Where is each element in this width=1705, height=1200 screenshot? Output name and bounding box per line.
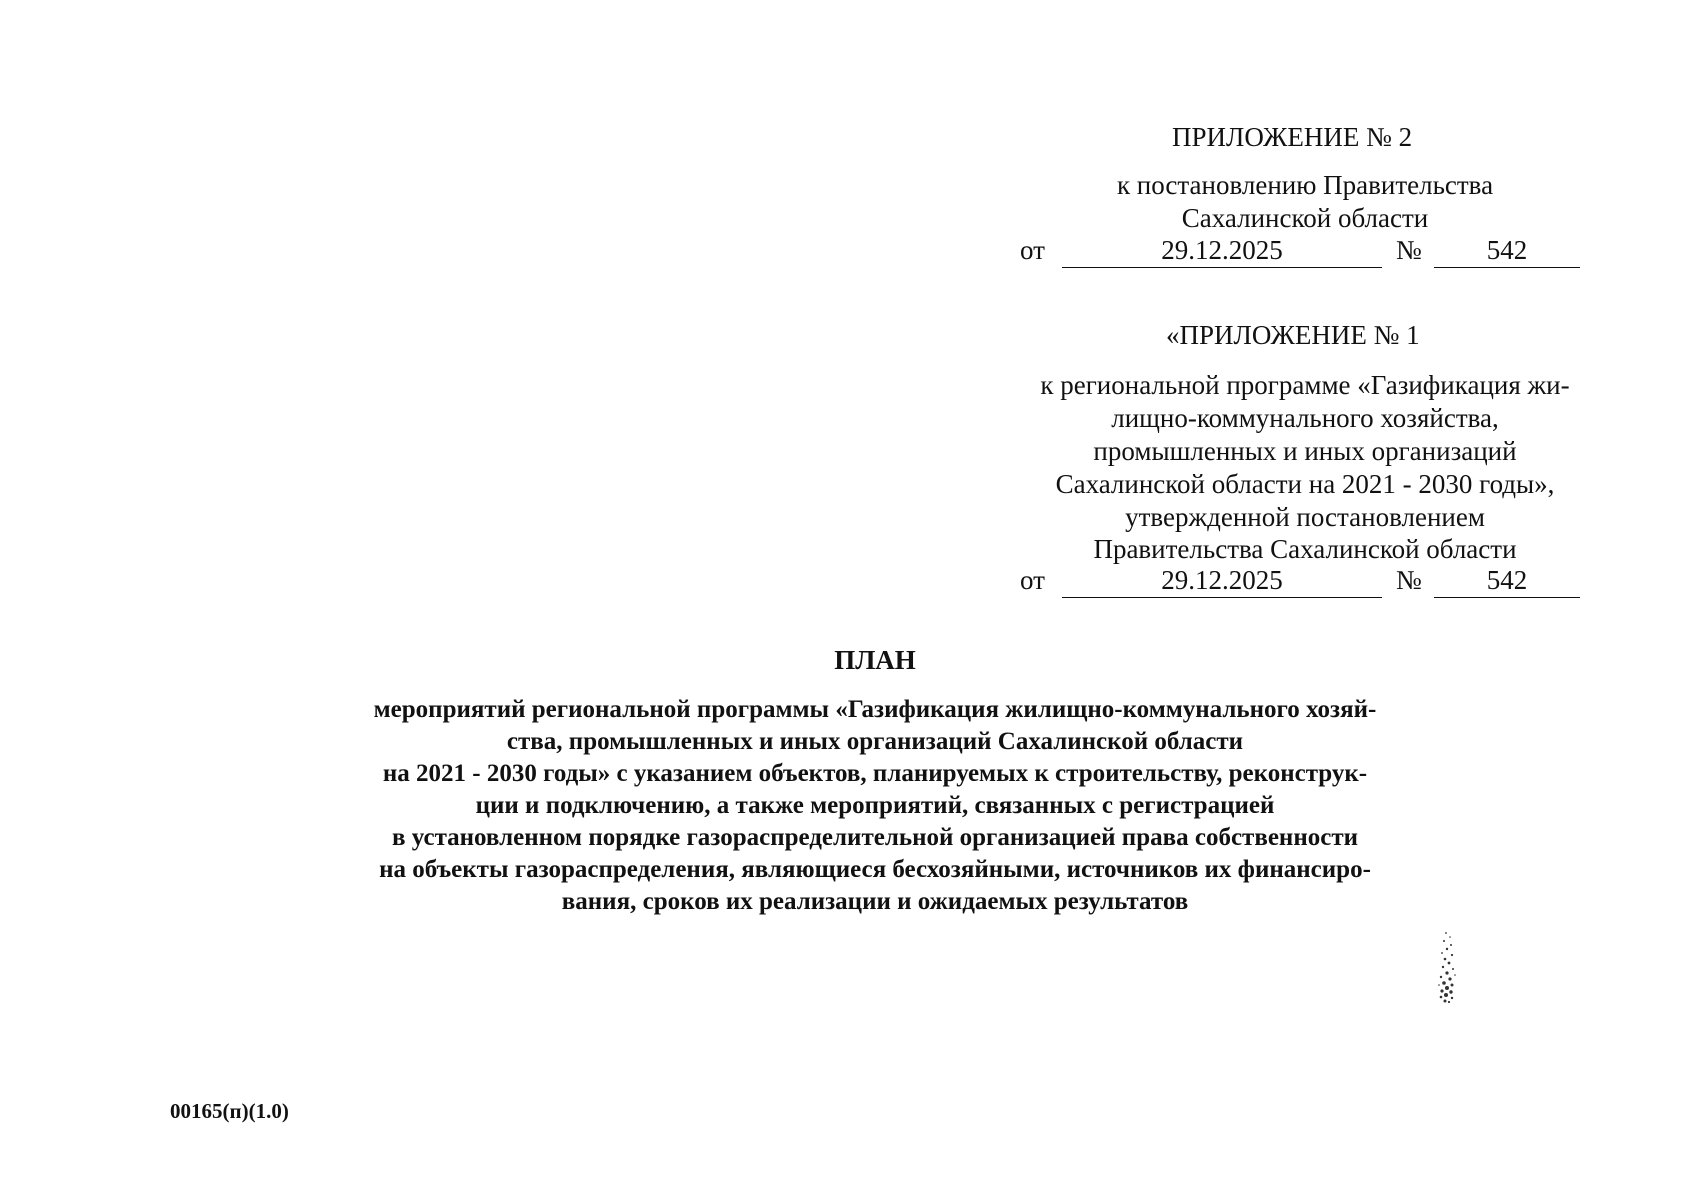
- plan-line-5: в установленном порядке газораспределительной организацией права собственности: [391, 824, 1359, 851]
- date-field: 29.12.2025: [1062, 234, 1382, 268]
- number-field: 542: [1434, 564, 1580, 598]
- date-from-label: от: [1020, 235, 1045, 265]
- number-sign-label: №: [1396, 235, 1422, 265]
- appendix2-date-row: [1020, 234, 1580, 268]
- number-field: 542: [1434, 234, 1580, 268]
- appendix1-line-3: промышленных и иных организаций: [1093, 436, 1517, 466]
- plan-description: [280, 694, 1470, 918]
- appendix2-line-2: Сахалинской области: [1181, 203, 1429, 233]
- number-sign-label: №: [1396, 565, 1422, 595]
- appendix1-line-4: Сахалинской области на 2021 - 2030 годы»,: [1055, 469, 1555, 499]
- appendix2-title: ПРИЛОЖЕНИЕ № 2: [1172, 122, 1413, 152]
- document-code: 00165(п)(1.0): [170, 1099, 289, 1123]
- appendix1-date-row: [1020, 564, 1580, 598]
- plan-line-7: вания, сроков их реализации и ожидаемых результатов: [561, 888, 1189, 915]
- plan-line-1: мероприятий региональной программы «Газификация жилищно-коммунального хозяй-: [373, 696, 1377, 723]
- plan-line-2: ства, промышленных и иных организаций Сахалинской области: [506, 728, 1244, 755]
- plan-line-4: ции и подключению, а также мероприятий, связанных с регистрацией: [475, 792, 1275, 819]
- appendix1-line-2: лищно-коммунального хозяйства,: [1111, 403, 1499, 433]
- plan-line-6: на объекты газораспределения, являющиеся бесхозяйными, источников их финансиро-: [379, 856, 1371, 883]
- appendix1-line-1: к региональной программе «Газификация жи-: [1040, 370, 1570, 400]
- appendix2-line-1: к постановлению Правительства: [1116, 170, 1494, 200]
- date-from-label: от: [1020, 565, 1045, 595]
- appendix1-title: «ПРИЛОЖЕНИЕ № 1: [1166, 320, 1420, 350]
- appendix1-line-5: утвержденной постановлением: [1125, 502, 1485, 532]
- stamp-mark-icon: [1432, 925, 1462, 1005]
- appendix1-line-6: Правительства Сахалинской области: [1093, 534, 1517, 564]
- plan-title: ПЛАН: [834, 645, 916, 675]
- date-field: 29.12.2025: [1062, 564, 1382, 598]
- plan-line-3: на 2021 - 2030 годы» с указанием объектов, планируемых к строительству, реконструк-: [382, 760, 1368, 787]
